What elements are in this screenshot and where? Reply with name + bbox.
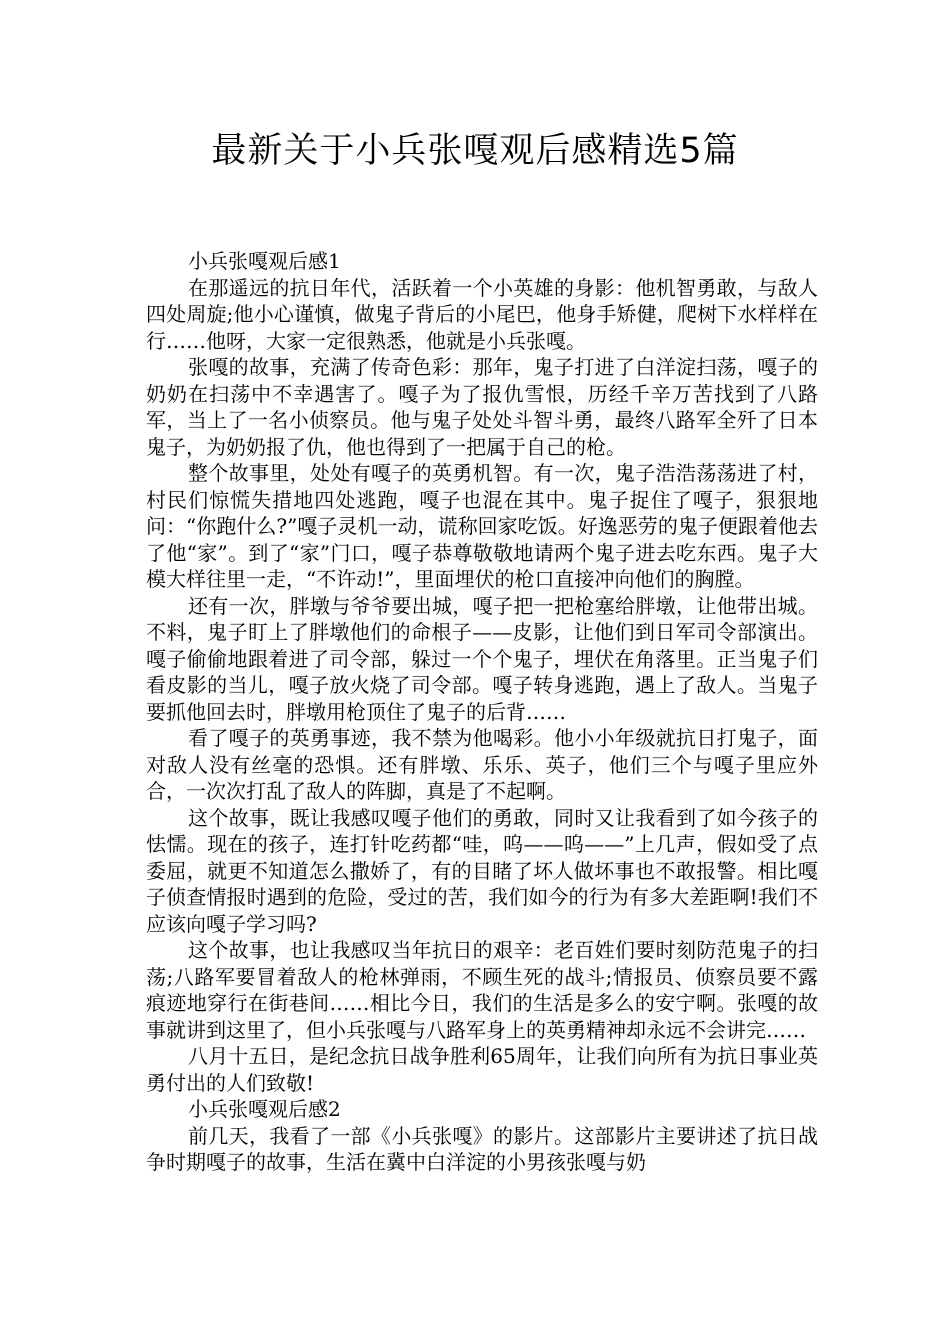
paragraph: 在那遥远的抗日年代，活跃着一个小英雄的身影：他机智勇敢，与敌人四处周旋;他小心谨慎，做鬼子背后的小尾巴，他身手矫健，爬树下水样样在行……他呀，大家一定很熟悉，他就是小兵张嘎。	[146, 275, 818, 353]
paragraph: 八月十五日，是纪念抗日战争胜利65周年，让我们向所有为抗日事业英勇付出的人们致敬!	[146, 1044, 818, 1095]
section-heading: 小兵张嘎观后感2	[188, 1097, 341, 1121]
paragraph: 前几天，我看了一部《小兵张嘎》的影片。这部影片主要讲述了抗日战争时期嘎子的故事，生活在冀中白洋淀的小男孩张嘎与奶	[146, 1123, 818, 1174]
paragraph: 看了嘎子的英勇事迹，我不禁为他喝彩。他小小年级就抗日打鬼子，面对敌人没有丝毫的恐惧。还有胖墩、乐乐、英子，他们三个与嘎子里应外合，一次次打乱了敌人的阵脚，真是了不起啊。	[146, 726, 818, 803]
section-heading: 小兵张嘎观后感1	[188, 249, 341, 273]
paragraph: 这个故事，也让我感叹当年抗日的艰辛：老百姓们要时刻防范鬼子的扫荡;八路军要冒着敌人的枪林弹雨，不顾生死的战斗;情报员、侦察员要不露痕迹地穿行在街巷间……相比今日，我们的生活是多么的安宁啊。张嘎的故事就讲到这里了，但小兵张嘎与八路军身上的英勇精神却永远不会讲完……	[146, 938, 818, 1042]
document-body	[146, 248, 818, 1176]
document-title: 最新关于小兵张嘎观后感精选5篇	[211, 131, 739, 171]
paragraph: 这个故事，既让我感叹嘎子他们的勇敢，同时又让我看到了如今孩子的怯懦。现在的孩子，连打针吃药都“哇，呜——呜——”上几声，假如受了点委屈，就更不知道怎么撒娇了，有的目睹了坏人做坏事也不敢报警。相比嘎子侦查情报时遇到的危险，受过的苦，我们如今的行为有多大差距啊!我们不应该向嘎子学习吗?	[146, 805, 818, 936]
paragraph: 整个故事里，处处有嘎子的英勇机智。有一次，鬼子浩浩荡荡进了村，村民们惊慌失措地四处逃跑，嘎子也混在其中。鬼子捉住了嘎子，狠狠地问：“你跑什么?”嘎子灵机一动，谎称回家吃饭。好逸恶劳的鬼子便跟着他去了他“家”。到了“家”门口，嘎子恭尊敬敬地请两个鬼子进去吃东西。鬼子大模大样往里一走，“不许动!”，里面埋伏的枪口直接冲向他们的胸膛。	[146, 461, 818, 591]
paragraph: 张嘎的故事，充满了传奇色彩：那年，鬼子打进了白洋淀扫荡，嘎子的奶奶在扫荡中不幸遇害了。嘎子为了报仇雪恨，历经千辛万苦找到了八路军，当上了一名小侦察员。他与鬼子处处斗智斗勇，最终八路军全歼了日本鬼子，为奶奶报了仇，他也得到了一把属于自己的枪。	[146, 355, 818, 459]
paragraph: 还有一次，胖墩与爷爷要出城，嘎子把一把枪塞给胖墩，让他带出城。不料，鬼子盯上了胖墩他们的命根子——皮影，让他们到日军司令部演出。嘎子偷偷地跟着进了司令部，躲过一个个鬼子，埋伏在角落里。正当鬼子们看皮影的当儿，嘎子放火烧了司令部。嘎子转身逃跑，遇上了敌人。当鬼子要抓他回去时，胖墩用枪顶住了鬼子的后背……	[146, 593, 818, 724]
